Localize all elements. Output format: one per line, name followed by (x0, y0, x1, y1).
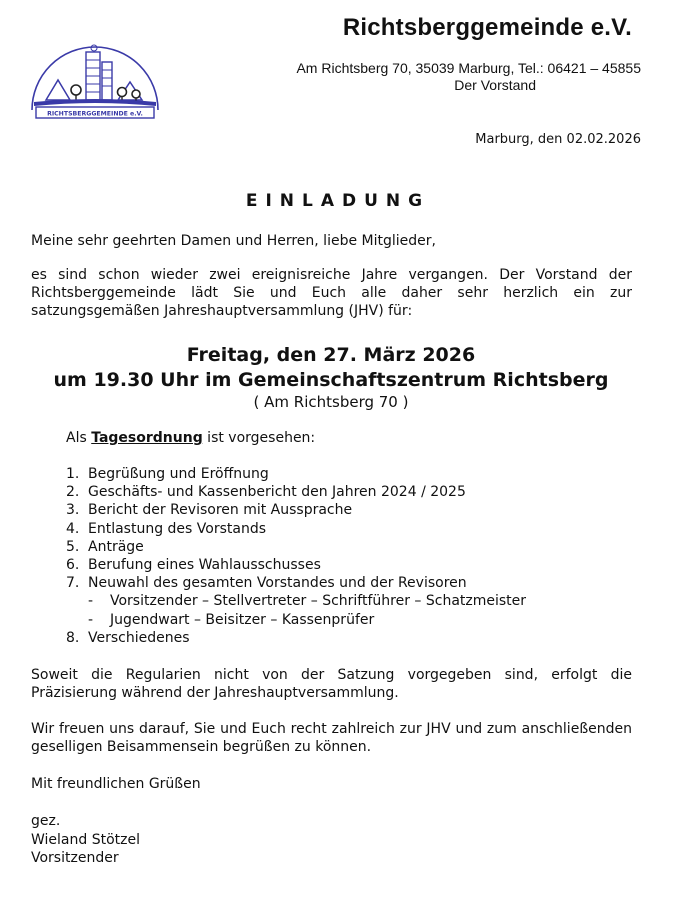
agenda-item-text: Geschäfts- und Kassenbericht den Jahren 2024 / 2025 (88, 484, 466, 501)
welcome-paragraph: Wir freuen uns darauf, Sie und Euch recht zahlreich zur JHV und zum anschließenden geselligen Beisammensein begrüßen zu können. (31, 721, 632, 755)
agenda-item (66, 556, 526, 574)
agenda-item-text: Entlastung des Vorstands (88, 520, 267, 537)
agenda-item-number: 2. (66, 484, 80, 501)
agenda-item (66, 629, 526, 647)
signature-block (31, 812, 140, 868)
agenda-sub-item-text: Vorsitzender – Stellvertreter – Schriftführer – Schatzmeister (110, 593, 527, 610)
agenda-item-number: 6. (66, 557, 80, 574)
date-line: Marburg, den 02.02.2026 (475, 132, 641, 147)
agenda-item (66, 501, 526, 519)
organization-name: Richtsberggemeinde e.V. (342, 14, 632, 41)
agenda-item (66, 465, 526, 483)
signature-gez: gez. (31, 813, 61, 829)
agenda-list (66, 465, 526, 647)
regularia-paragraph: Soweit die Regularien nicht von der Satzung vorgegeben sind, erfolgt die Präzisierung während der Jahreshauptversammlung. (31, 667, 632, 701)
organization-logo (28, 40, 162, 120)
agenda-item-number: 3. (66, 502, 80, 519)
agenda-item-number: 1. (66, 466, 80, 482)
agenda-intro-before: Als (66, 430, 92, 446)
agenda-item-text: Berufung eines Wahlausschusses (88, 557, 321, 574)
agenda-sub-item (66, 592, 526, 610)
salutation: Meine sehr geehrten Damen und Herren, liebe Mitglieder, (31, 233, 436, 249)
agenda-item-number: 7. (66, 575, 80, 592)
agenda-item-text: Begrüßung und Eröffnung (88, 466, 269, 482)
event-date: Freitag, den 27. März 2026 (186, 344, 476, 366)
organization-board: Der Vorstand (454, 77, 536, 93)
closing-line: Mit freundlichen Grüßen (31, 776, 201, 792)
agenda-item (66, 520, 526, 538)
logo-text: RICHTSBERGGEMEINDE e.V. (47, 110, 143, 118)
agenda-sub-dash: - (88, 611, 94, 628)
agenda-sub-dash: - (88, 593, 94, 610)
signature-name: Wieland Stötzel (31, 831, 140, 848)
signature-role: Vorsitzender (31, 850, 119, 866)
agenda-item-text: Bericht der Revisoren mit Aussprache (88, 502, 353, 519)
agenda-item-text: Anträge (88, 538, 144, 555)
agenda-intro (66, 430, 315, 446)
agenda-intro-after: ist vorgesehen: (202, 430, 316, 446)
agenda-item-text: Neuwahl des gesamten Vorstandes und der Revisoren (88, 575, 467, 592)
intro-paragraph: es sind schon wieder zwei ereignisreiche Jahre vergangen. Der Vorstand der Richtsberggemeinde lädt Sie und Euch alle daher sehr herzlich ein zur satzungsgemäßen Jahreshauptversammlung (JHV) für: (31, 267, 632, 319)
agenda-item-number: 8. (66, 629, 80, 646)
organization-address: Am Richtsberg 70, 35039 Marburg, Tel.: 06421 – 45855 (296, 60, 641, 76)
agenda-sub-item (66, 611, 526, 629)
document-title: EINLADUNG (245, 191, 431, 211)
agenda-item-text: Verschiedenes (88, 629, 190, 646)
agenda-item (66, 483, 526, 501)
agenda-sub-item-text: Jugendwart – Beisitzer – Kassenprüfer (110, 611, 375, 628)
agenda-keyword: Tagesordnung (91, 430, 203, 446)
agenda-item-number: 4. (66, 520, 80, 537)
event-address: ( Am Richtsberg 70 ) (253, 393, 409, 411)
agenda-item-number: 5. (66, 538, 80, 555)
agenda-item (66, 538, 526, 556)
event-time-place: um 19.30 Uhr im Gemeinschaftszentrum Richtsberg (53, 369, 609, 391)
agenda-item (66, 574, 526, 592)
